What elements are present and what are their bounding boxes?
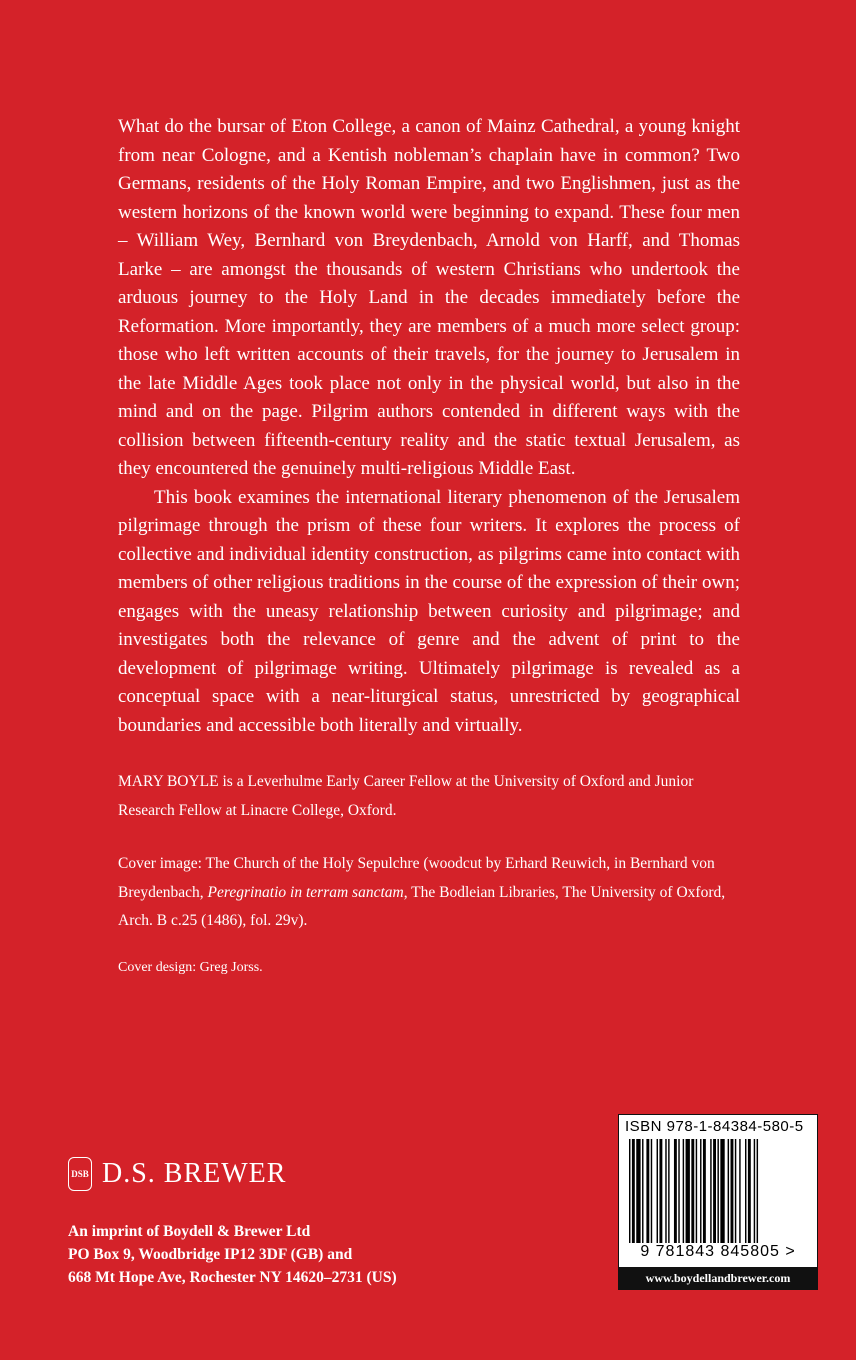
barcode-bar	[728, 1139, 729, 1243]
barcode-bar	[717, 1139, 718, 1243]
barcode-bar	[657, 1139, 658, 1243]
barcode-digits: 9 781843 845805 >	[640, 1243, 796, 1260]
blurb	[118, 113, 740, 740]
barcode-bar	[754, 1139, 755, 1243]
credit-text-after: , The Bodleian Libraries, The University of Oxford, Arch. B c.25 (1486), fol. 29v).	[118, 883, 726, 929]
credit-text-before: Cover image: The Church of the Holy Sepulchre (woodcut by Erhard Reuwich, in Bernhard von Breydenbach,	[118, 855, 715, 901]
barcode-bar	[665, 1139, 666, 1243]
publisher-logo	[68, 1157, 286, 1191]
cover-image-credit	[118, 850, 740, 936]
barcode-bar	[674, 1139, 677, 1243]
barcode-bar	[686, 1139, 690, 1243]
barcode-bar	[629, 1139, 630, 1243]
publisher-website: www.boydellandbrewer.com	[619, 1267, 817, 1289]
barcode-bar	[731, 1139, 734, 1243]
dsb-logo-icon	[68, 1157, 92, 1191]
barcode-bar	[720, 1139, 724, 1243]
barcode-bar	[678, 1139, 679, 1243]
barcode-bar	[745, 1139, 746, 1243]
imprint-line: 668 Mt Hope Ave, Rochester NY 14620–2731 (US)	[68, 1269, 397, 1286]
barcode-box	[618, 1114, 818, 1290]
barcode-bar	[748, 1139, 751, 1243]
imprint-line: PO Box 9, Woodbridge IP12 3DF (GB) and	[68, 1246, 353, 1263]
publisher-name: D.S. BREWER	[102, 1158, 287, 1189]
barcode-bar	[636, 1139, 640, 1243]
barcode-bar	[757, 1139, 758, 1243]
author-bio-text: MARY BOYLE is a Leverhulme Early Career Fellow at the University of Oxford and Junior Research Fellow at Linacre College, Oxford.	[118, 773, 694, 819]
logo-letters: DSB	[71, 1169, 89, 1179]
barcode-bar	[691, 1139, 694, 1243]
barcode-bars-icon	[629, 1139, 807, 1243]
blurb-paragraph-2: This book examines the international literary phenomenon of the Jerusalem pilgrimage through the prism of these four writers. It explores the process of collective and individual identity construction, as pilgrims came into contact with members of other religious traditions in the course of the expression of their own; engages with the uneasy relationship between curiosity and pilgrimage; and investigates both the relevance of genre and the advent of print to the development of pilgrimage writing. Ultimately pilgrimage is revealed as a conceptual space with a near-liturgical status, unrestricted by geographical boundaries and accessible both literally and virtually.	[118, 486, 740, 736]
barcode-bar	[710, 1139, 711, 1243]
barcode-bar	[683, 1139, 684, 1243]
imprint-line: An imprint of Boydell & Brewer Ltd	[68, 1223, 311, 1240]
barcode-bar	[700, 1139, 701, 1243]
barcode-bar	[659, 1139, 662, 1243]
barcode-bar	[735, 1139, 736, 1243]
imprint-address	[68, 1220, 397, 1289]
barcode-bar	[632, 1139, 635, 1243]
barcode-bar	[703, 1139, 706, 1243]
barcode-bar	[668, 1139, 669, 1243]
cover-design-credit	[118, 954, 740, 983]
barcode-bar	[642, 1139, 643, 1243]
cover-design-text: Cover design: Greg Jorss.	[118, 960, 263, 975]
barcode-bar	[651, 1139, 652, 1243]
barcode-bar	[713, 1139, 716, 1243]
isbn-label: ISBN 978-1-84384-580-5	[625, 1118, 804, 1135]
blurb-paragraph-1: What do the bursar of Eton College, a canon of Mainz Cathedral, a young knight from near Cologne, and a Kentish nobleman’s chaplain have in common? Two Germans, residents of the Holy Roman Empire, and two Englishmen, just as the western horizons of the known world were beginning to expand. These four men – William Wey, Bernhard von Breydenbach, Arnold von Harff, and Thomas Larke – are amongst the thousands of western Christians who undertook the arduous journey to the Holy Land in the decades immediately before the Reformation. More importantly, they are members of a much more select group: those who left written accounts of their travels, for the journey to Jerusalem in the late Middle Ages took place not only in the physical world, but also in the mind and on the page. Pilgrim authors contended in different ways with the collision between fifteenth-century reality and the static textual Jerusalem, as they encountered the genuinely multi-religious Middle East.	[118, 116, 740, 479]
barcode-bar	[739, 1139, 740, 1243]
author-bio	[118, 768, 740, 825]
barcode-bar	[646, 1139, 649, 1243]
barcode-bar	[696, 1139, 697, 1243]
credit-title-italic: Peregrinatio in terram sanctam	[207, 883, 404, 901]
